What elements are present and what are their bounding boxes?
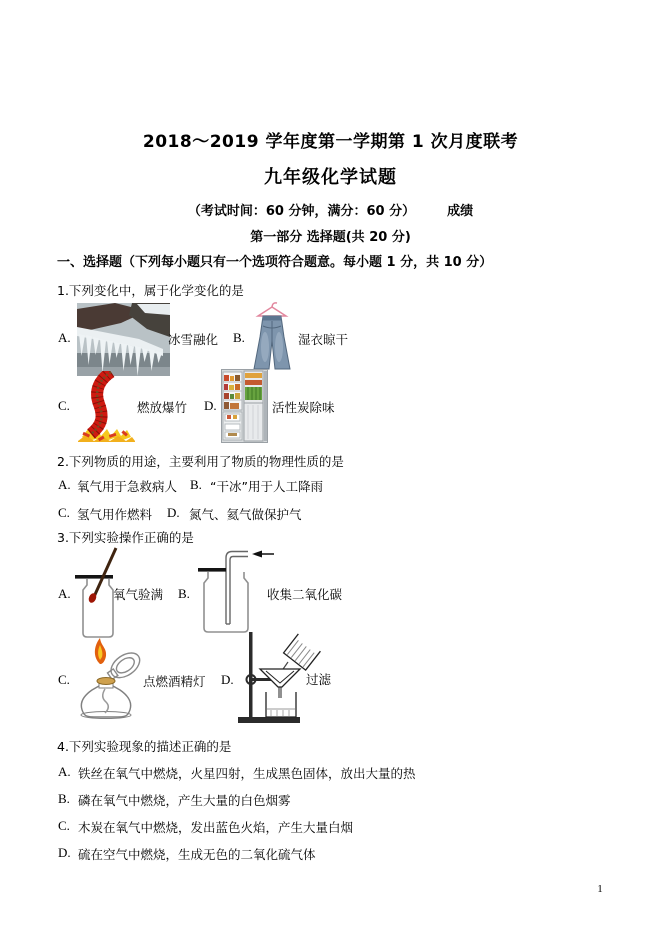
question-4-text: 4.下列实验现象的描述正确的是 [57,739,232,754]
q1-option-b-label: B. [233,330,245,345]
exam-info: （考试时间：60 分钟，满分：60 分） [187,204,416,219]
q1-option-d-label: D. [204,398,217,413]
q1-option-b-caption: 湿衣晾干 [298,332,349,347]
q4-option-b-label: B. [58,791,70,806]
firecrackers-photo [78,371,135,442]
q3-option-a-caption: 氧气验满 [113,587,164,602]
q2-option-b-label: B. [190,477,202,492]
q4-option-a-text: 铁丝在氧气中燃烧，火星四射，生成黑色固体，放出大量的热 [78,766,416,781]
section-instruction: 一、选择题（下列每小题只有一个选项符合题意。每小题 1 分，共 10 分） [57,255,493,270]
q3-option-b-label: B. [178,586,190,601]
refrigerator-photo [221,369,268,443]
q1-option-c-caption: 燃放爆竹 [137,400,188,415]
q4-option-b-text: 磷在氧气中燃烧，产生大量的白色烟雾 [78,793,291,808]
page-subtitle: 九年级化学试题 [264,167,397,188]
section-title: 第一部分 选择题(共 20 分) [250,230,411,245]
q4-option-c-text: 木炭在氧气中燃烧，发出蓝色火焰，产生大量白烟 [78,820,354,835]
question-2-text: 2.下列物质的用途，主要利用了物质的物理性质的是 [57,454,344,469]
page-number: 1 [597,883,603,895]
q1-option-a-caption: 冰雪融化 [168,332,219,347]
q3-option-d-caption: 过滤 [306,672,332,687]
q2-option-a-text: 氧气用于急救病人 [77,479,178,494]
q4-option-d-label: D. [58,845,71,860]
jeans-photo [251,301,293,373]
co2-collection-diagram [196,546,276,636]
exam-info-line [0,200,661,219]
q2-option-a-label: A. [58,477,71,492]
q2-option-d-text: 氮气、氦气做保护气 [189,507,302,522]
q2-option-d-label: D. [167,505,180,520]
score-label: 成绩 [447,204,474,219]
q3-option-d-label: D. [221,672,234,687]
question-1-text: 1.下列变化中，属于化学变化的是 [57,283,244,298]
icicles-photo [77,303,170,376]
alcohol-lamp-lighting-diagram [68,637,148,719]
question-3-text: 3.下列实验操作正确的是 [57,530,194,545]
q1-option-c-label: C. [58,398,70,413]
q2-option-c-text: 氢气用作燃料 [77,507,153,522]
q2-option-c-label: C. [58,505,70,520]
page-title: 2018～2019 学年度第一学期第 1 次月度联考 [142,132,519,152]
q1-option-a-label: A. [58,330,71,345]
q3-option-a-label: A. [58,586,71,601]
q4-option-c-label: C. [58,818,70,833]
q2-option-b-text: “干冰”用于人工降雨 [210,479,323,494]
q4-option-a-label: A. [58,764,71,779]
q4-option-d-text: 硫在空气中燃烧，生成无色的二氧化硫气体 [78,847,316,862]
q3-option-c-label: C. [58,672,70,687]
q3-option-b-caption: 收集二氧化碳 [267,587,343,602]
q3-option-c-caption: 点燃酒精灯 [143,674,206,689]
q1-option-d-caption: 活性炭除味 [272,400,335,415]
